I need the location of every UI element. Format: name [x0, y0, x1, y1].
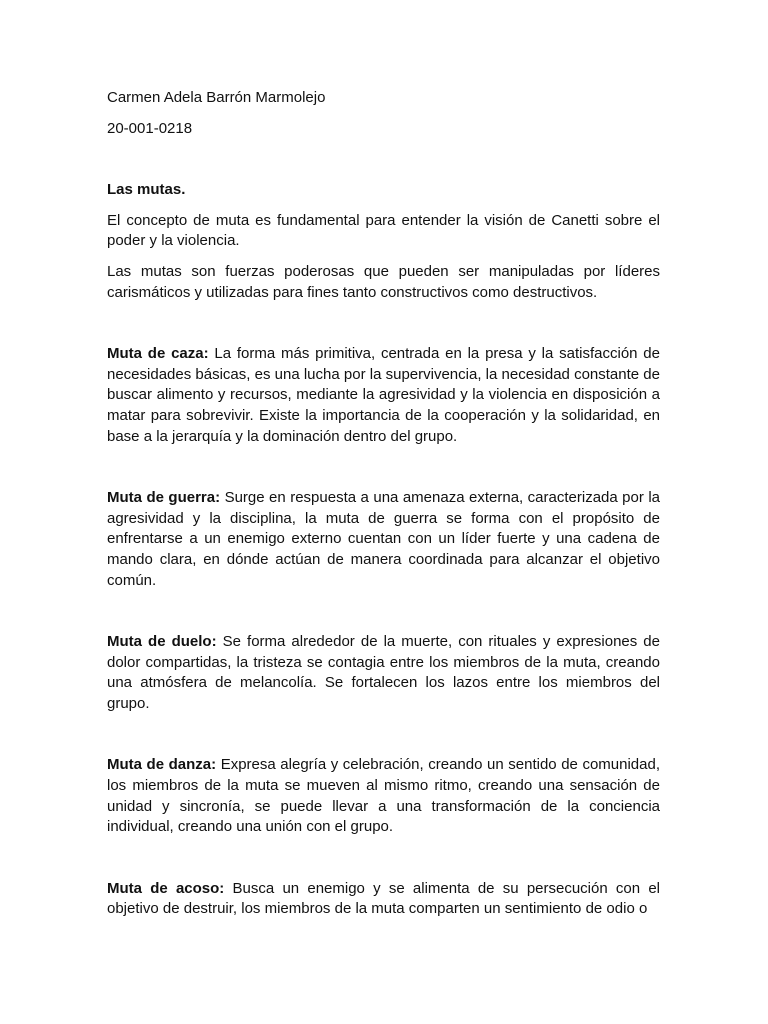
- section-term: Muta de danza:: [107, 756, 217, 774]
- section-text: Surge en respuesta a una amenaza externa, caracterizada por la agresividad y la disciplina, la muta de guerra se forma con el propósito de enfrentarse a un enemigo externo cuentan con un líder fuerte y una cadena de mando clara, en dónde actúan de manera coordinada para alcanzar el objetivo común.: [107, 489, 660, 589]
- student-id: 20-001-0218: [107, 119, 193, 137]
- section-text: Busca un enemigo y se alimenta de su persecución con el objetivo de destruir, los miembros de la muta comparten un sentimiento de odio o: [107, 879, 661, 918]
- document-title: Las mutas.: [107, 181, 186, 199]
- section-text: Expresa alegría y celebración, creando un sentido de comunidad, los miembros de la muta se mueven al mismo ritmo, creando una sensación de unidad y sincronía, se puede llevar a una transformación de la conciencia individual, creando una unión con el grupo.: [107, 756, 660, 836]
- section-term: Muta de duelo:: [107, 633, 217, 651]
- intro-paragraph-1: El concepto de muta es fundamental para entender la visión de Canetti sobre el poder y la violencia.: [107, 211, 660, 250]
- section-text: Se forma alrededor de la muerte, con rituales y expresiones de dolor compartidas, la tristeza se contagia entre los miembros de la muta, creando una atmósfera de melancolía. Se fortalecen los lazos entre los miembros del grupo.: [107, 633, 660, 712]
- section-muta-de-duelo: [107, 632, 660, 714]
- intro-paragraph-2: Las mutas son fuerzas poderosas que pueden ser manipuladas por líderes carismáticos y utilizadas para fines tanto constructivos como destructivos.: [107, 262, 660, 301]
- section-text: La forma más primitiva, centrada en la presa y la satisfacción de necesidades básicas, es una lucha por la supervivencia, la necesidad constante de buscar alimento y recursos, mediante la agresividad y la violencia en disposición a matar para sobrevivir. Existe la importancia de la cooperación y la solidaridad, en base a la jerarquía y la dominación dentro del grupo.: [107, 345, 660, 445]
- section-term: Muta de guerra:: [107, 489, 221, 507]
- section-muta-de-caza: [107, 344, 660, 447]
- section-muta-de-guerra: [107, 488, 660, 591]
- document-page: [107, 88, 660, 961]
- section-term: Muta de caza:: [107, 345, 209, 363]
- section-muta-de-acoso: [107, 879, 660, 920]
- section-muta-de-danza: [107, 755, 660, 837]
- author-name: Carmen Adela Barrón Marmolejo: [107, 89, 326, 106]
- section-term: Muta de acoso:: [107, 879, 225, 897]
